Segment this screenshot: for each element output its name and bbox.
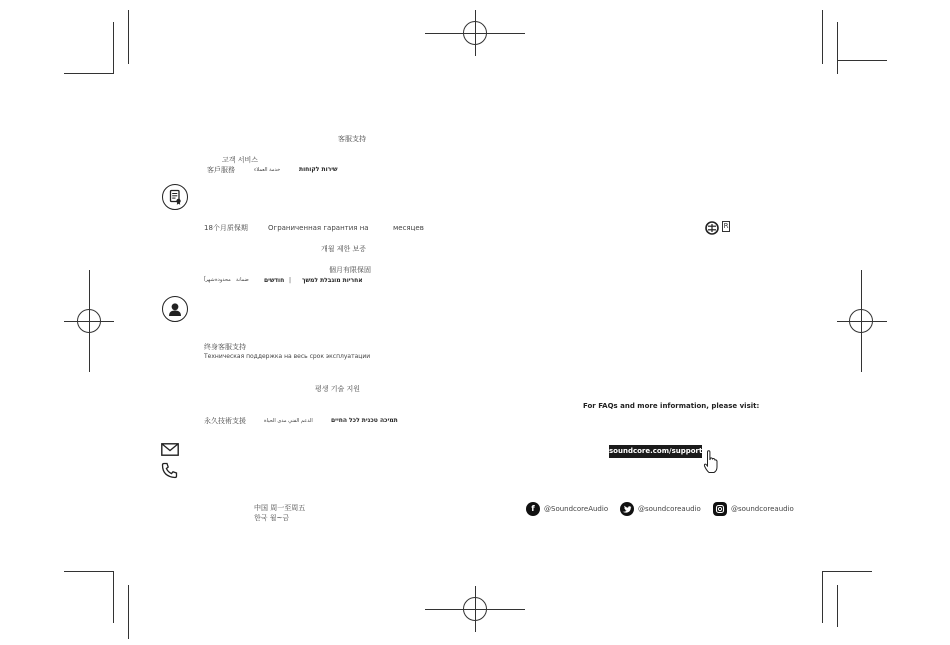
- crop-mark: [128, 585, 129, 639]
- warranty-document-icon: [162, 184, 188, 210]
- hand-cursor-icon: [703, 450, 719, 474]
- certification-mark-icon: [705, 220, 719, 234]
- he-customer-service: שירות לקוחות: [299, 166, 338, 173]
- warranty-he-separator: |: [289, 277, 292, 284]
- instagram-icon: [713, 502, 727, 516]
- warranty-ru: Ограниченная гарантия на: [268, 224, 369, 232]
- support-url-link[interactable]: soundcore.com/support: [609, 445, 702, 458]
- kr-customer-service: 고객 서비스: [222, 156, 259, 164]
- hours-kr: 한국 월~금: [254, 514, 290, 522]
- crop-mark: [822, 571, 823, 623]
- lifetime-cn: 终身客服支持: [204, 343, 246, 351]
- lifetime-tw: 永久技術支援: [204, 417, 246, 425]
- warranty-ar-months: شهراً: [204, 277, 215, 283]
- instagram-handle[interactable]: [713, 502, 794, 516]
- warranty-ar-limited: محدودة: [215, 277, 231, 283]
- crop-mark: [837, 22, 838, 74]
- registration-mark: [77, 309, 101, 333]
- crop-mark: [64, 73, 114, 74]
- registration-mark: [463, 597, 487, 621]
- warranty-cn: 18个月质保期: [204, 224, 248, 232]
- crop-mark: [113, 571, 114, 623]
- lifetime-ru: Техническая поддержка на весь срок эксплуатации: [204, 353, 371, 360]
- facebook-handle[interactable]: [526, 502, 608, 516]
- mail-icon: [161, 441, 179, 454]
- lifetime-he: תמיכה טכנית לכל החיים: [331, 417, 398, 424]
- warranty-tw: 個月有限保固: [329, 266, 371, 274]
- warranty-he-months: חודשים: [264, 277, 285, 284]
- person-support-icon: [162, 296, 188, 322]
- warranty-he-limited: אחריות מוגבלת למשך: [302, 277, 363, 284]
- lifetime-kr: 평생 기술 지원: [315, 385, 361, 393]
- crop-mark: [128, 10, 129, 64]
- warranty-ru-months: месяцев: [393, 224, 424, 232]
- crop-mark: [837, 585, 838, 627]
- ar-customer-service: خدمة العملاء: [254, 167, 281, 173]
- crop-mark: [822, 10, 823, 64]
- facebook-icon: f: [526, 502, 540, 516]
- lifetime-ar: الدعم الفني مدى الحياة: [264, 418, 313, 424]
- registration-mark: [463, 21, 487, 45]
- twitter-handle-text: @soundcoreaudio: [638, 505, 701, 513]
- crop-mark: [837, 60, 887, 61]
- twitter-handle[interactable]: [620, 502, 701, 516]
- registration-mark: [849, 309, 873, 333]
- facebook-handle-text: @SoundcoreAudio: [544, 505, 609, 513]
- hours-cn: 中国 周一至周五: [254, 504, 306, 512]
- registered-mark: R: [723, 222, 729, 230]
- crop-mark: [113, 22, 114, 74]
- twitter-icon: [620, 502, 634, 516]
- tw-customer-service: 客戶服務: [207, 166, 235, 174]
- cn-customer-service: 客服支持: [338, 135, 366, 143]
- phone-icon: [161, 462, 178, 479]
- faq-text: For FAQs and more information, please visit:: [583, 402, 760, 410]
- instagram-handle-text: @soundcoreaudio: [731, 505, 794, 513]
- crop-mark: [64, 571, 114, 572]
- warranty-ar-warranty: ضمانة: [236, 277, 249, 283]
- warranty-kr: 개월 제한 보증: [321, 245, 367, 253]
- crop-mark: [822, 571, 872, 572]
